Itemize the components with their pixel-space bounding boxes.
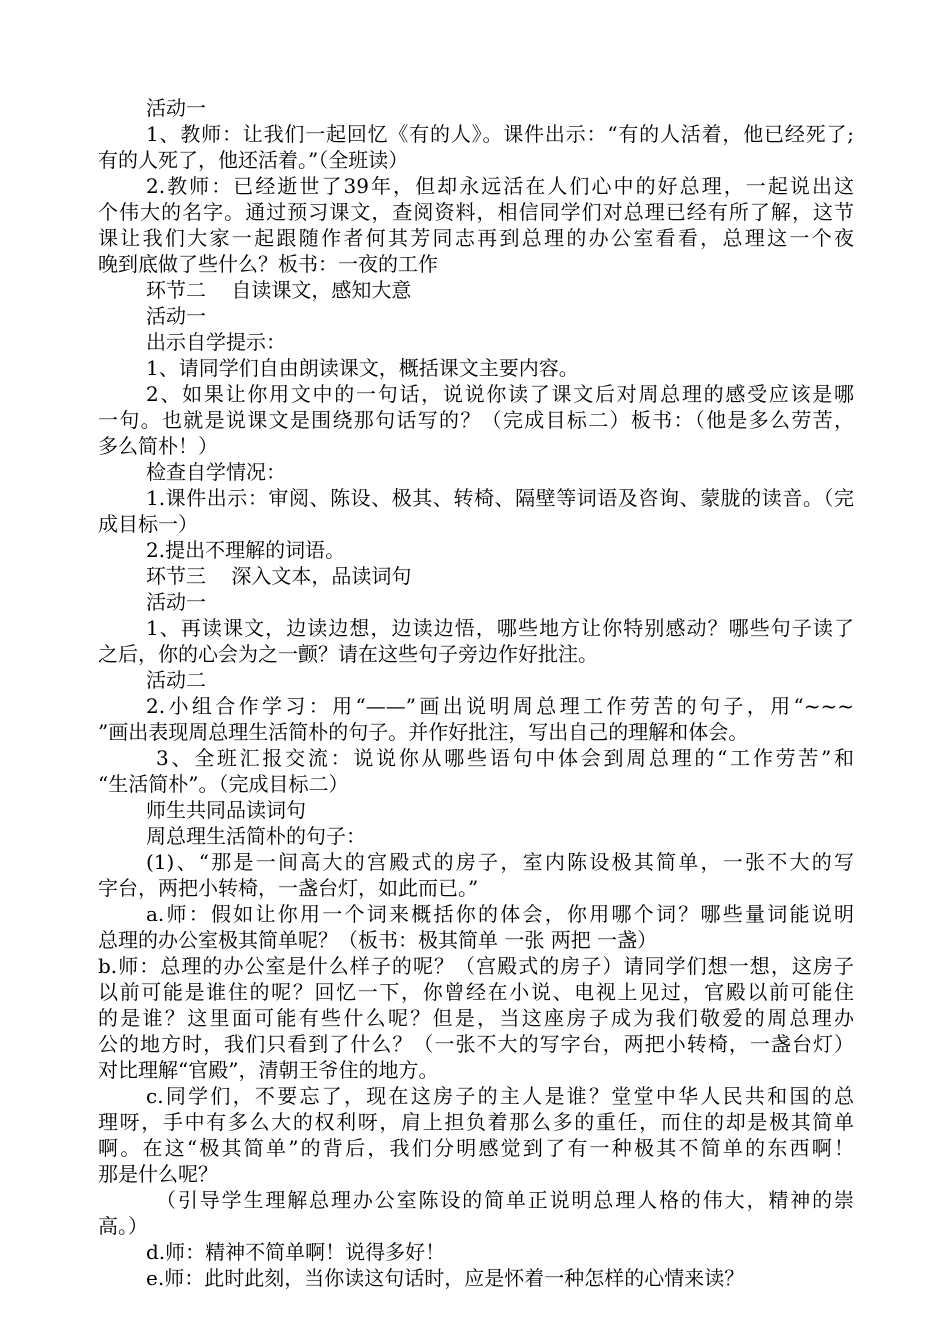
section-heading: 环节二 自读课文，感知大意 <box>146 278 412 302</box>
text-line: “生活简朴”。（完成目标二） <box>98 772 349 796</box>
text-line: 个伟大的名字。通过预习课文，查阅资料，相信同学们对总理已经有所了解，这节 <box>98 200 854 224</box>
text-line: 检查自学情况： <box>146 460 286 484</box>
text-line: 的是谁？这里面可能有些什么呢？但是，当这座房子成为我们敬爱的周总理办 <box>98 1006 854 1030</box>
text-line: 2.小组合作学习：用“——”画出说明周总理工作劳苦的句子，用“~~~ <box>146 694 854 718</box>
text-line: 周总理生活简朴的句子： <box>146 824 366 848</box>
text-line: 公的地方时，我们只看到了什么？（一张不大的写字台，两把小转椅，一盏台灯） <box>98 1032 854 1056</box>
text-line: 晚到底做了些什么？板书：一夜的工作 <box>98 252 438 276</box>
text-line: 活动一 <box>146 590 206 614</box>
text-line: 1、再读课文，边读边想，边读边悟，哪些地方让你特别感动？哪些句子读了 <box>146 616 854 640</box>
text-line: 成目标一） <box>98 512 198 536</box>
text-line: (1)、“那是一间高大的宫殿式的房子，室内陈设极其简单，一张不大的写 <box>146 850 854 874</box>
text-line: 1、教师：让我们一起回忆《有的人》。课件出示：“有的人活着，他已经死了; <box>146 122 854 146</box>
text-line: b.师：总理的办公室是什么样子的呢？（宫殿式的房子）请同学们想一想，这房子 <box>98 954 854 978</box>
text-line: 有的人死了，他还活着。”（全班读） <box>98 148 409 172</box>
text-line: 出示自学提示： <box>146 330 286 354</box>
text-line: 多么简朴！） <box>98 434 218 458</box>
text-line: 一句。也就是说课文是围绕那句话写的？（完成目标二）板书：（他是多么劳苦， <box>98 408 854 432</box>
text-line: 那是什么呢？ <box>98 1162 218 1186</box>
text-line: 活动一 <box>146 304 206 328</box>
text-line: 啊。在这“极其简单”的背后，我们分明感觉到了有一种极其不简单的东西啊！ <box>98 1136 854 1160</box>
text-line: 3、全班汇报交流：说说你从哪些语句中体会到周总理的“工作劳苦”和 <box>156 746 854 770</box>
text-line: 课让我们大家一起跟随作者何其芳同志再到总理的办公室看看，总理这一个夜 <box>98 226 854 250</box>
text-line: 活动一 <box>146 96 206 120</box>
text-line: c.同学们，不要忘了，现在这房子的主人是谁？堂堂中华人民共和国的总 <box>146 1084 854 1108</box>
text-line: 字台，两把小转椅，一盏台灯，如此而已。” <box>98 876 479 900</box>
text-line: 2.教师：已经逝世了39年，但却永远活在人们心中的好总理，一起说出这 <box>146 174 854 198</box>
text-line: a.师：假如让你用一个词来概括你的体会，你用哪个词？哪些量词能说明 <box>146 902 854 926</box>
text-line: 总理的办公室极其简单呢？（板书：极其简单 一张 两把 一盏） <box>98 928 658 952</box>
text-line: ”画出表现周总理生活简朴的句子。并作好批注，写出自己的理解和体会。 <box>98 720 749 744</box>
text-line: 2、如果让你用文中的一句话，说说你读了课文后对周总理的感受应该是哪 <box>146 382 854 406</box>
text-line: d.师：精神不简单啊！说得多好！ <box>146 1240 446 1264</box>
text-line: 之后，你的心会为之一颤？请在这些句子旁边作好批注。 <box>98 642 598 666</box>
section-heading: 环节三 深入文本，品读词句 <box>146 564 412 588</box>
text-line: 2.提出不理解的词语。 <box>146 538 346 562</box>
text-line: 1、请同学们自由朗读课文，概括课文主要内容。 <box>146 356 579 380</box>
text-line: 高。） <box>98 1214 148 1238</box>
text-line: 理呀，手中有多么大的权利呀，肩上担负着那么多的重任，而住的却是极其简单 <box>98 1110 854 1134</box>
text-line: 活动二 <box>146 668 206 692</box>
text-line: e.师：此时此刻，当你读这句话时，应是怀着一种怎样的心情来读？ <box>146 1266 745 1290</box>
text-line: 1.课件出示：审阅、陈设、极其、转椅、隔壁等词语及咨询、蒙胧的读音。（完 <box>146 486 854 510</box>
text-line: 对比理解“官殿”，清朝王爷住的地方。 <box>98 1058 439 1082</box>
text-line: 师生共同品读词句 <box>146 798 306 822</box>
text-line: （引导学生理解总理办公室陈设的简单正说明总理人格的伟大，精神的崇 <box>156 1188 854 1212</box>
text-line: 以前可能是谁住的呢？回忆一下，你曾经在小说、电视上见过，官殿以前可能住 <box>98 980 854 1004</box>
